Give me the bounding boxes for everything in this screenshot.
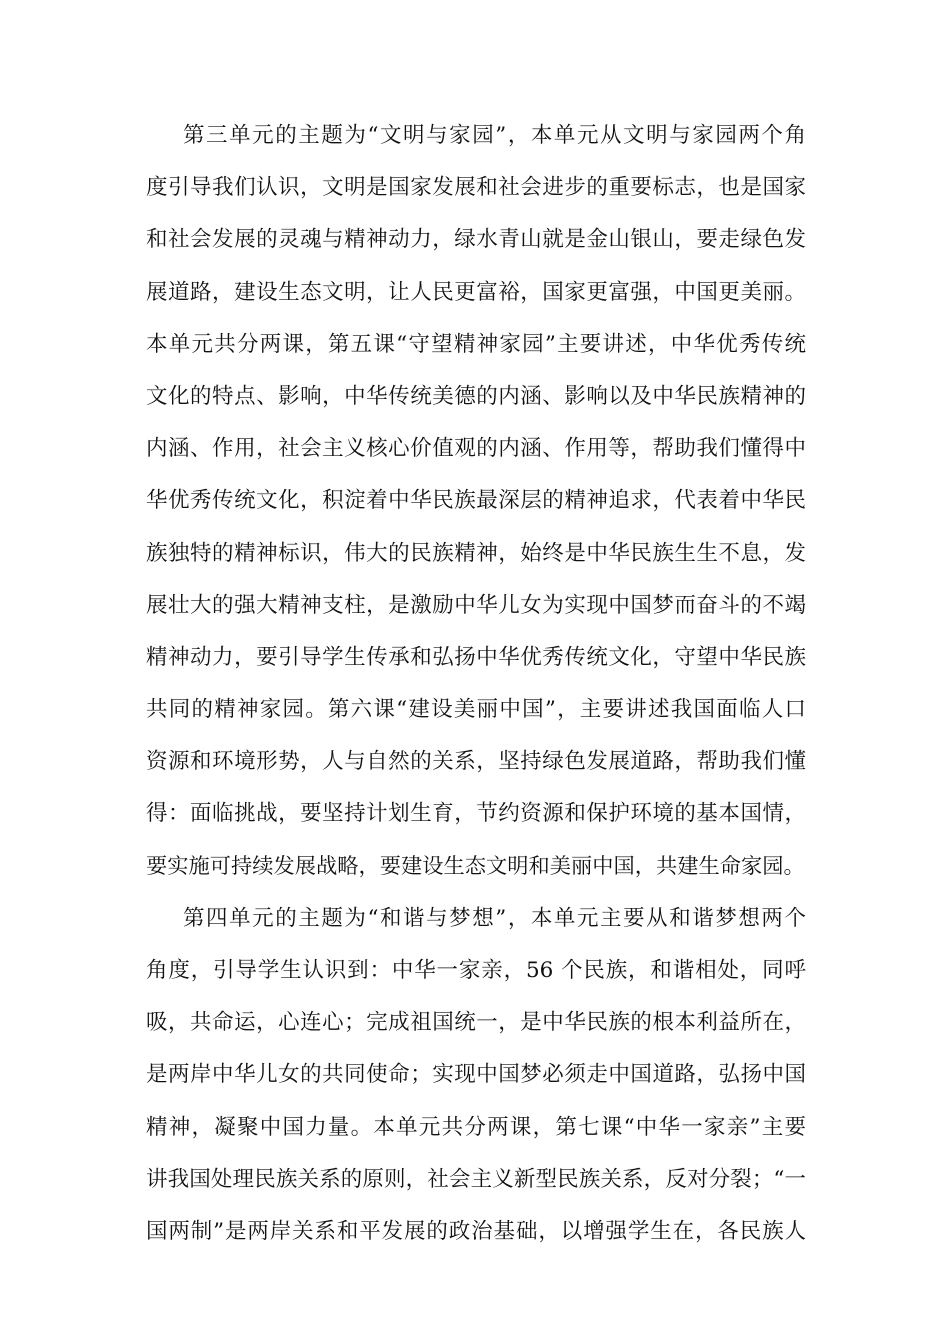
- paragraph-1-line-9: 族独特的精神标识，伟大的民族精神，始终是中华民族生生不息，发: [146, 540, 806, 566]
- paragraph-1-line-12: 共同的精神家园。第六课“建设美丽中国”，主要讲述我国面临人口: [146, 697, 806, 723]
- paragraph-2-line-2: 角度，引导学生认识到：中华一家亲，56 个民族，和谐相处，同呼: [146, 958, 806, 983]
- document-body: [146, 110, 806, 1258]
- paragraph-1-line-1: 第三单元的主题为“文明与家园”，本单元从文明与家园两个角: [183, 123, 806, 148]
- paragraph-1-line-4: 展道路，建设生态文明，让人民更富裕，国家更富强，中国更美丽。: [146, 279, 806, 305]
- paragraph-2-line-7: 国两制”是两岸关系和平发展的政治基础，以增强学生在，各民族人: [146, 1218, 806, 1244]
- paragraph-1-line-6: 文化的特点、影响，中华传统美德的内涵、影响以及中华民族精神的: [146, 383, 806, 409]
- paragraph-1-line-3: 和社会发展的灵魂与精神动力，绿水青山就是金山银山，要走绿色发: [146, 227, 806, 253]
- paragraph-1-line-10: 展壮大的强大精神支柱，是激励中华儿女为实现中国梦而奋斗的不竭: [146, 592, 806, 618]
- paragraph-1-line-7: 内涵、作用，社会主义核心价值观的内涵、作用等，帮助我们懂得中: [146, 436, 806, 462]
- paragraph-1-line-8: 华优秀传统文化，积淀着中华民族最深层的精神追求，代表着中华民: [146, 488, 806, 514]
- paragraph-2-line-5: 精神，凝聚中国力量。本单元共分两课，第七课“中华一家亲”主要: [146, 1114, 806, 1140]
- paragraph-1-line-2: 度引导我们认识，文明是国家发展和社会进步的重要标志，也是国家: [146, 175, 806, 201]
- paragraph-2-line-4: 是两岸中华儿女的共同使命；实现中国梦必须走中国道路，弘扬中国: [146, 1062, 806, 1088]
- paragraph-1-line-14: 得：面临挑战，要坚持计划生育，节约资源和保护环境的基本国情，: [146, 801, 806, 827]
- paragraph-1-line-13: 资源和环境形势，人与自然的关系，坚持绿色发展道路，帮助我们懂: [146, 749, 806, 775]
- paragraph-2-line-6: 讲我国处理民族关系的原则，社会主义新型民族关系，反对分裂；“一: [146, 1166, 806, 1192]
- paragraph-1-line-5: 本单元共分两课，第五课“守望精神家园”主要讲述，中华优秀传统: [146, 331, 806, 357]
- paragraph-2-line-1: 第四单元的主题为“和谐与梦想”，本单元主要从和谐梦想两个: [183, 905, 806, 931]
- paragraph-1-line-11: 精神动力，要引导学生传承和弘扬中华优秀传统文化，守望中华民族: [146, 644, 806, 670]
- paragraph-1-line-15: 要实施可持续发展战略，要建设生态文明和美丽中国，共建生命家园。: [146, 853, 805, 879]
- paragraph-2-line-3: 吸，共命运，心连心；完成祖国统一，是中华民族的根本利益所在，: [146, 1010, 806, 1036]
